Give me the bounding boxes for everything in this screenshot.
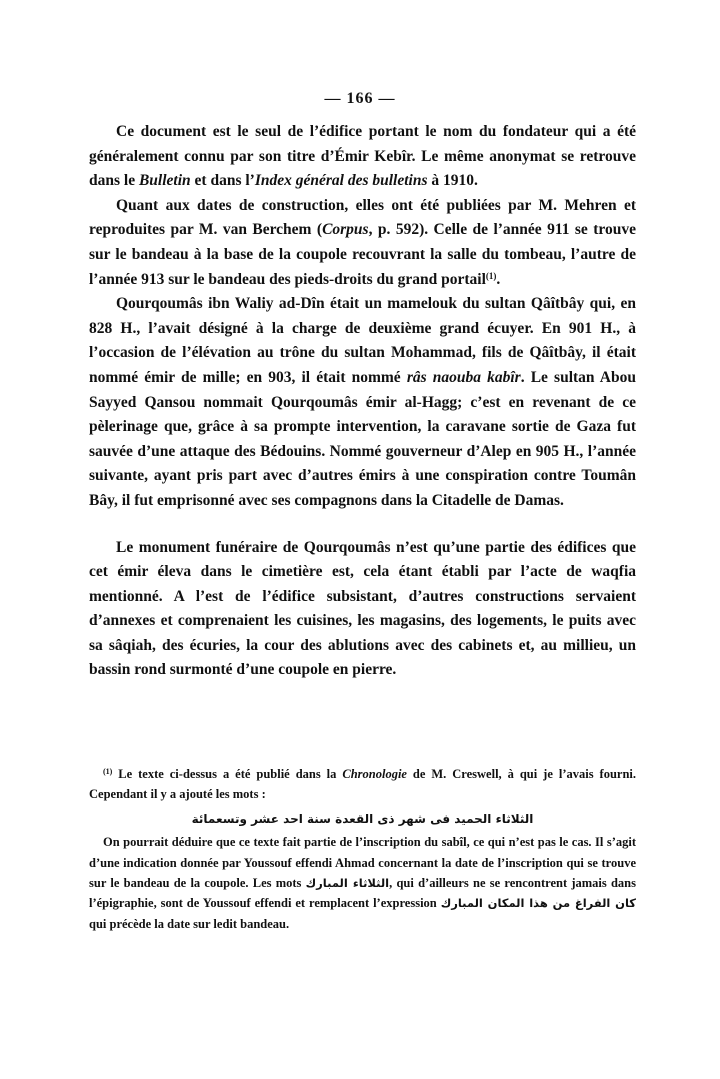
footnote-1: $^{(1)}$ Le texte ci-dessus a été publié dans la Chronologie de M. Creswell, à qui je l’avais fourni. Cependant il y a ajouté les mots :: [89, 767, 636, 802]
italic-index-general: Index général des bulletins: [254, 172, 428, 190]
italic-chronologie: Chronologie: [342, 767, 407, 781]
italic-corpus: Corpus: [322, 221, 369, 239]
footnote-reference: (1): [485, 270, 497, 281]
arabic-quote: الثلاثاء الحميد فى شهر ذى القعدة سنة احد عشر وتسعمائة: [191, 811, 534, 826]
italic-bulletin: Bulletin: [138, 172, 191, 190]
arabic-words-1: الثلاثاء المبارك: [305, 876, 390, 891]
page-number: — 166 —: [324, 90, 396, 107]
paragraph-2: Quant aux dates de construction, elles ont été publiées par M. Mehren et reproduites par M. van Berchem (Corpus, p. 592). Celle de l’année 911 se trouve sur le bandeau à la base de la coupole recouvrant la salle du tombeau, l’autre de l’année 913 sur le bandeau des pieds-droits du grand portail$^{(1)}$.: [89, 196, 636, 288]
footnote-marker: (1): [103, 767, 113, 776]
main-text: [89, 120, 636, 683]
footnote-1-continued: On pourrait déduire que ce texte fait partie de l’inscription du sabîl, ce qui n’est pas le cas. Il s’agit d’une indication donnée par Youssouf effendi Ahmad concernant la date de l’inscription qui se trouve sur le bandeau de la coupole. Les mots الثلاثاء المبارك, qui d’ailleurs ne se rencontrent jamais dans l’épigraphie, sont de Youssouf effendi et remplacent l’expression كان الفراغ من هذا المكان المبارك qui précède la date sur ledit bandeau.: [89, 835, 636, 931]
paragraph-4: Le monument funéraire de Qourqoumâs n’est qu’une partie des édifices que cet émir éleva dans le cimetière est, cela étant établi par l’acte de waqfia mentionné. A l’est de l’édifice subsistant, d’autres constructions servaient d’annexes et comprenaient les cuisines, les magasins, des logements, le puits avec sa sâqiah, des écuries, la cour des ablutions avec des cabinets et, au millieu, un bassin rond surmonté d’une coupole en pierre.: [89, 538, 636, 679]
arabic-words-2: كان الفراغ من هذا المكان المبارك: [440, 896, 636, 911]
paragraph-3: Qourqoumâs ibn Waliy ad-Dîn était un mamelouk du sultan Qâîtbây qui, en 828 H., l’avait désigné à la charge de deuxième grand écuyer. En 901 H., à l’occasion de l’élévation au trône du sultan Mohammad, fils de Qâîtbây, il était nommé émir de mille; en 903, il était nommé râs naouba kabîr. Le sultan Abou Sayyed Qansou nommait Qourqoumâs émir al-Hagg; c’est en revenant de ce pèlerinage que, grâce à sa prompte intervention, la caravane sortie de Gaza fut sauvée d’une attaque des Bédouins. Nommé gouverneur d’Alep en 905 H., l’année suivante, ayant pris part avec d’autres émirs à une conspiration contre Toumân Bây, il fut emprisonné avec ses compagnons dans la Citadelle de Damas.: [89, 295, 636, 509]
italic-ras-naouba: râs naouba kabîr: [406, 368, 521, 386]
paragraph-1: Ce document est le seul de l’édifice portant le nom du fondateur qui a été généralement connu par son titre d’Émir Kebîr. Le même anonymat se retrouve dans le Bulletin et dans l’Index général des bulletins à 1910.: [89, 123, 636, 190]
footnotes: [89, 764, 636, 934]
